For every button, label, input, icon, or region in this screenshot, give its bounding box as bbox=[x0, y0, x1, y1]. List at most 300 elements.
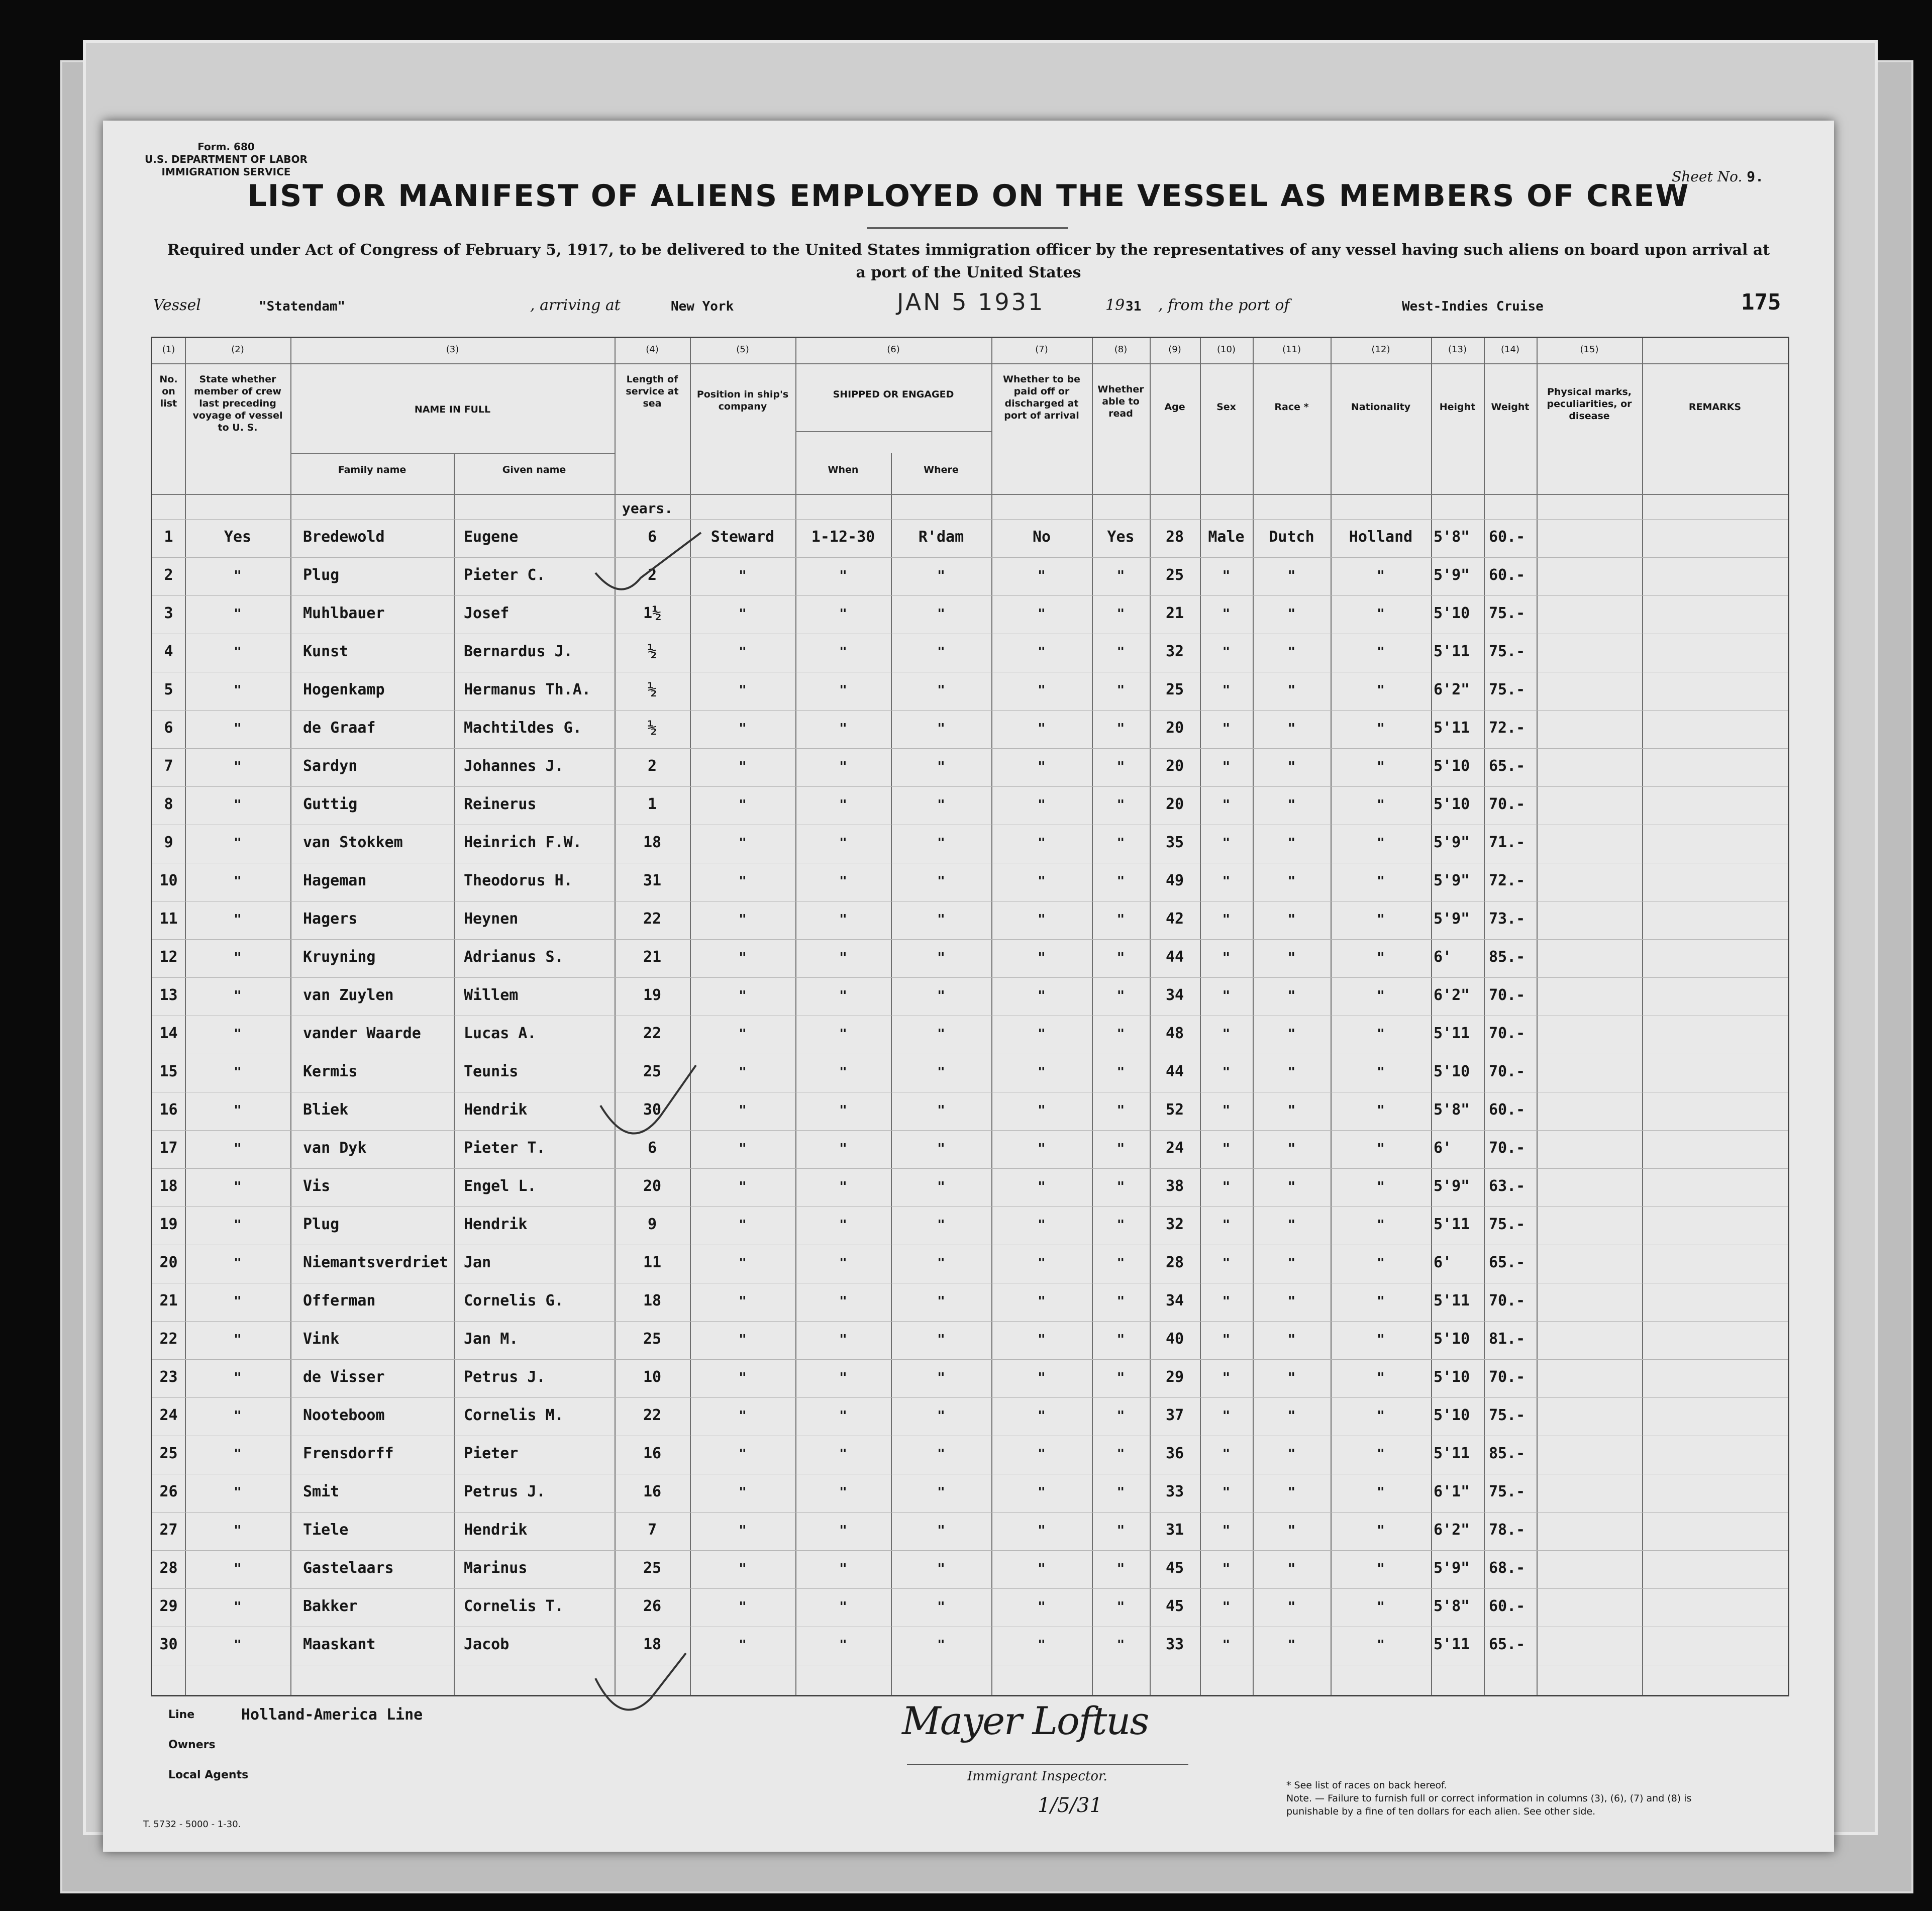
position-ditto: " bbox=[739, 1523, 747, 1538]
header-no-on-list: No. on list bbox=[159, 374, 178, 409]
paid-off-ditto: " bbox=[1038, 1447, 1046, 1462]
header-bottom-rule bbox=[152, 494, 1788, 495]
weight: 65.- bbox=[1489, 1254, 1526, 1271]
height: 5'10 bbox=[1434, 757, 1470, 775]
shipped-where-ditto: " bbox=[937, 1294, 945, 1309]
header-sex: Sex bbox=[1216, 401, 1236, 413]
position-ditto: " bbox=[739, 1447, 747, 1462]
shipped-where-ditto: " bbox=[937, 568, 945, 583]
given-name: Engel L. bbox=[464, 1177, 537, 1195]
able-to-read-ditto: " bbox=[1116, 1409, 1125, 1424]
shipped-when-ditto: " bbox=[839, 797, 847, 813]
height: 5'11 bbox=[1434, 1636, 1470, 1653]
race-ditto: " bbox=[1287, 759, 1296, 774]
height: 5'9" bbox=[1434, 566, 1470, 584]
height: 5'11 bbox=[1434, 643, 1470, 660]
document-title: LIST OR MANIFEST OF ALIENS EMPLOYED ON THE VESSEL AS MEMBERS OF CREW bbox=[247, 178, 1690, 214]
height: 5'10 bbox=[1434, 795, 1470, 813]
race-ditto: " bbox=[1287, 568, 1296, 583]
shipped-where-ditto: " bbox=[937, 759, 945, 774]
sex-ditto: " bbox=[1222, 1599, 1231, 1615]
able-to-read-ditto: " bbox=[1116, 1485, 1125, 1500]
line-value: Holland-America Line bbox=[241, 1706, 423, 1724]
weight: 60.- bbox=[1489, 1101, 1526, 1119]
height: 5'10 bbox=[1434, 605, 1470, 622]
weight: 63.- bbox=[1489, 1177, 1526, 1195]
race-ditto: " bbox=[1287, 645, 1296, 660]
age: 44 bbox=[1165, 948, 1184, 966]
sex-ditto: " bbox=[1222, 874, 1231, 889]
shipped-when-ditto: " bbox=[839, 1218, 847, 1233]
header-weight: Weight bbox=[1491, 401, 1530, 413]
family-name: Hageman bbox=[303, 872, 367, 889]
prev-voyage-ditto: " bbox=[234, 1332, 242, 1347]
height: 6'2" bbox=[1434, 1521, 1470, 1539]
vessel-line bbox=[153, 288, 1784, 322]
given-name: Heynen bbox=[464, 910, 519, 928]
prev-voyage-ditto: " bbox=[234, 1179, 242, 1194]
length-of-service: ½ bbox=[647, 643, 657, 660]
weight: 60.- bbox=[1489, 566, 1526, 584]
row-number: 23 bbox=[159, 1368, 178, 1386]
able-to-read: Yes bbox=[1107, 528, 1135, 546]
family-name: Maaskant bbox=[303, 1636, 376, 1653]
row-number: 15 bbox=[159, 1063, 178, 1080]
nationality-ditto: " bbox=[1377, 1638, 1385, 1653]
able-to-read-ditto: " bbox=[1116, 950, 1125, 965]
nationality-ditto: " bbox=[1377, 683, 1385, 698]
paid-off-ditto: " bbox=[1038, 1485, 1046, 1500]
paid-off-ditto: " bbox=[1038, 1294, 1046, 1309]
able-to-read-ditto: " bbox=[1116, 1256, 1125, 1271]
header-paid-off: Whether to be paid off or discharged at port of arrival bbox=[1002, 374, 1081, 421]
shipped-when-ditto: " bbox=[839, 683, 847, 698]
sex-ditto: " bbox=[1222, 607, 1231, 622]
race-ditto: " bbox=[1287, 1218, 1296, 1233]
shipped-when-ditto: " bbox=[839, 1409, 847, 1424]
family-name: Kruyning bbox=[303, 948, 376, 966]
signature-line bbox=[907, 1764, 1188, 1765]
race-ditto: " bbox=[1287, 1103, 1296, 1118]
age: 20 bbox=[1165, 757, 1184, 775]
family-name: Bakker bbox=[303, 1597, 358, 1615]
row-number: 28 bbox=[159, 1559, 178, 1577]
shipped-when-ditto: " bbox=[839, 1256, 847, 1271]
line-label: Line bbox=[168, 1708, 195, 1721]
position-ditto: " bbox=[739, 1370, 747, 1385]
weight: 72.- bbox=[1489, 872, 1526, 889]
prev-voyage-ditto: " bbox=[234, 1409, 242, 1424]
nationality-ditto: " bbox=[1377, 721, 1385, 736]
length-of-service: 16 bbox=[643, 1445, 662, 1462]
given-name: Theodorus H. bbox=[464, 872, 573, 889]
nationality-ditto: " bbox=[1377, 1332, 1385, 1347]
sex-ditto: " bbox=[1222, 721, 1231, 736]
prev-voyage-ditto: " bbox=[234, 645, 242, 660]
height: 5'11 bbox=[1434, 719, 1470, 737]
age: 45 bbox=[1165, 1559, 1184, 1577]
given-name: Jan bbox=[464, 1254, 491, 1271]
column-number: (12) bbox=[1371, 344, 1390, 355]
family-name: Plug bbox=[303, 566, 340, 584]
given-name: Lucas A. bbox=[464, 1025, 537, 1042]
able-to-read-ditto: " bbox=[1116, 1447, 1125, 1462]
paid-off-ditto: " bbox=[1038, 1638, 1046, 1653]
row-number: 3 bbox=[164, 605, 173, 622]
date-stamp: JAN 5 1931 bbox=[897, 288, 1045, 316]
prev-voyage-ditto: " bbox=[234, 1599, 242, 1615]
age: 20 bbox=[1165, 795, 1184, 813]
age: 33 bbox=[1165, 1483, 1184, 1500]
weight: 65.- bbox=[1489, 757, 1526, 775]
row-rule bbox=[152, 1588, 1788, 1589]
height: 5'9" bbox=[1434, 910, 1470, 928]
age: 28 bbox=[1165, 528, 1184, 546]
paid-off-ditto: " bbox=[1038, 568, 1046, 583]
race-ditto: " bbox=[1287, 1447, 1296, 1462]
column-number: (8) bbox=[1114, 344, 1128, 355]
family-name: Offerman bbox=[303, 1292, 376, 1310]
able-to-read-ditto: " bbox=[1116, 1561, 1125, 1576]
able-to-read-ditto: " bbox=[1116, 568, 1125, 583]
shipped-where-ditto: " bbox=[937, 1561, 945, 1576]
race-ditto: " bbox=[1287, 1638, 1296, 1653]
nationality-ditto: " bbox=[1377, 1141, 1385, 1156]
given-name: Jan M. bbox=[464, 1330, 519, 1348]
service-name: IMMIGRATION SERVICE bbox=[161, 166, 291, 178]
nationality-ditto: " bbox=[1377, 1370, 1385, 1385]
race-ditto: " bbox=[1287, 721, 1296, 736]
row-number: 20 bbox=[159, 1254, 178, 1271]
length-of-service: 6 bbox=[647, 528, 657, 546]
paid-off-ditto: " bbox=[1038, 1179, 1046, 1194]
sex-ditto: " bbox=[1222, 759, 1231, 774]
given-name: Teunis bbox=[464, 1063, 519, 1080]
position-ditto: " bbox=[739, 1638, 747, 1653]
immigrant-inspector-label: Immigrant Inspector. bbox=[967, 1769, 1107, 1784]
paid-off-ditto: " bbox=[1038, 836, 1046, 851]
paid-off-ditto: " bbox=[1038, 1256, 1046, 1271]
check-mark bbox=[595, 1653, 686, 1710]
nationality-ditto: " bbox=[1377, 1561, 1385, 1576]
age: 29 bbox=[1165, 1368, 1184, 1386]
position-ditto: " bbox=[739, 912, 747, 927]
age: 49 bbox=[1165, 872, 1184, 889]
length-of-service: ½ bbox=[647, 681, 657, 698]
shipped-when-ditto: " bbox=[839, 950, 847, 965]
nationality-ditto: " bbox=[1377, 1409, 1385, 1424]
sex: Male bbox=[1208, 528, 1245, 546]
column-number: (1) bbox=[162, 344, 175, 355]
weight: 60.- bbox=[1489, 1597, 1526, 1615]
sex-ditto: " bbox=[1222, 1027, 1231, 1042]
column-divider bbox=[1431, 338, 1432, 1695]
prev-voyage-ditto: " bbox=[234, 1218, 242, 1233]
column-number: (6) bbox=[887, 344, 900, 355]
column-number: (14) bbox=[1501, 344, 1519, 355]
prev-voyage-ditto: " bbox=[234, 568, 242, 583]
paid-off-ditto: " bbox=[1038, 1027, 1046, 1042]
shipped-where-ditto: " bbox=[937, 1218, 945, 1233]
row-rule bbox=[152, 1130, 1788, 1131]
given-name: Bernardus J. bbox=[464, 643, 573, 660]
row-rule bbox=[152, 1206, 1788, 1207]
shipped-when-ditto: " bbox=[839, 645, 847, 660]
prev-voyage-ditto: " bbox=[234, 1485, 242, 1500]
family-name: van Dyk bbox=[303, 1139, 367, 1157]
shipped-when-ditto: " bbox=[839, 912, 847, 927]
able-to-read-ditto: " bbox=[1116, 683, 1125, 698]
row-number: 13 bbox=[159, 986, 178, 1004]
race-ditto: " bbox=[1287, 1485, 1296, 1500]
weight: 75.- bbox=[1489, 605, 1526, 622]
manifest-sheet bbox=[103, 121, 1834, 1852]
family-name: Vink bbox=[303, 1330, 340, 1348]
header-nationality: Nationality bbox=[1351, 401, 1411, 413]
column-number: (11) bbox=[1282, 344, 1301, 355]
row-number: 8 bbox=[164, 795, 173, 813]
weight: 73.- bbox=[1489, 910, 1526, 928]
column-number: (4) bbox=[646, 344, 659, 355]
family-name: Muhlbauer bbox=[303, 605, 385, 622]
age: 45 bbox=[1165, 1597, 1184, 1615]
able-to-read-ditto: " bbox=[1116, 988, 1125, 1003]
height: 6' bbox=[1434, 1139, 1452, 1157]
position-ditto: " bbox=[739, 950, 747, 965]
position-ditto: " bbox=[739, 1599, 747, 1615]
position-ditto: " bbox=[739, 1294, 747, 1309]
row-number: 17 bbox=[159, 1139, 178, 1157]
row-rule bbox=[152, 1321, 1788, 1322]
family-name: van Zuylen bbox=[303, 986, 394, 1004]
shipped-when-ditto: " bbox=[839, 1027, 847, 1042]
age: 40 bbox=[1165, 1330, 1184, 1348]
shipped-where-ditto: " bbox=[937, 645, 945, 660]
prev-voyage-ditto: " bbox=[234, 1027, 242, 1042]
shipped-when-ditto: " bbox=[839, 874, 847, 889]
family-name: Plug bbox=[303, 1216, 340, 1233]
row-rule bbox=[152, 1512, 1788, 1513]
shipped-where-ditto: " bbox=[937, 1638, 945, 1653]
height: 5'11 bbox=[1434, 1445, 1470, 1462]
family-name: Vis bbox=[303, 1177, 331, 1195]
age: 36 bbox=[1165, 1445, 1184, 1462]
nationality-ditto: " bbox=[1377, 1294, 1385, 1309]
given-name: Willem bbox=[464, 986, 519, 1004]
length-of-service: 18 bbox=[643, 834, 662, 851]
prev-voyage-ditto: " bbox=[234, 1447, 242, 1462]
prev-voyage-ditto: " bbox=[234, 683, 242, 698]
given-name: Hendrik bbox=[464, 1521, 528, 1539]
shipped-where-ditto: " bbox=[937, 1370, 945, 1385]
nationality-ditto: " bbox=[1377, 759, 1385, 774]
family-name: Gastelaars bbox=[303, 1559, 394, 1577]
header-physical-marks: Physical marks, peculiarities, or disease bbox=[1547, 386, 1632, 422]
length-of-service: 19 bbox=[643, 986, 662, 1004]
paid-off-ditto: " bbox=[1038, 797, 1046, 813]
length-of-service: 6 bbox=[647, 1139, 657, 1157]
given-name: Hendrik bbox=[464, 1101, 528, 1119]
column-divider bbox=[290, 338, 291, 1695]
given-name: Reinerus bbox=[464, 795, 537, 813]
weight: 78.- bbox=[1489, 1521, 1526, 1539]
form-identifier bbox=[131, 141, 322, 178]
nationality-ditto: " bbox=[1377, 950, 1385, 965]
nationality-ditto: " bbox=[1377, 1103, 1385, 1118]
row-number: 12 bbox=[159, 948, 178, 966]
length-of-service: 30 bbox=[643, 1101, 662, 1119]
able-to-read-ditto: " bbox=[1116, 1027, 1125, 1042]
shipped-where-ditto: " bbox=[937, 721, 945, 736]
row-number: 21 bbox=[159, 1292, 178, 1310]
nationality-ditto: " bbox=[1377, 1179, 1385, 1194]
race-ditto: " bbox=[1287, 797, 1296, 813]
given-name: Jacob bbox=[464, 1636, 510, 1653]
length-of-service: 1 bbox=[647, 795, 657, 813]
family-name: Frensdorff bbox=[303, 1445, 394, 1462]
paid-off-ditto: " bbox=[1038, 1141, 1046, 1156]
height: 5'8" bbox=[1434, 1597, 1470, 1615]
row-number: 16 bbox=[159, 1101, 178, 1119]
penalty-note: Note. — Failure to furnish full or correct information in columns (3), (6), (7) and (8) is punishable by a fine of ten dollars for each alien. See other side. bbox=[1286, 1793, 1692, 1817]
age: 34 bbox=[1165, 1292, 1184, 1310]
signature-text: Mayer Loftus bbox=[902, 1698, 1149, 1743]
row-number: 25 bbox=[159, 1445, 178, 1462]
sex-ditto: " bbox=[1222, 1409, 1231, 1424]
weight: 70.- bbox=[1489, 986, 1526, 1004]
shipped-when-ditto: " bbox=[839, 607, 847, 622]
sex-ditto: " bbox=[1222, 1065, 1231, 1080]
length-of-service: 25 bbox=[643, 1330, 662, 1348]
family-name: de Visser bbox=[303, 1368, 385, 1386]
weight: 68.- bbox=[1489, 1559, 1526, 1577]
family-name: Tiele bbox=[303, 1521, 349, 1539]
prev-voyage-ditto: " bbox=[234, 988, 242, 1003]
sex-ditto: " bbox=[1222, 1218, 1231, 1233]
sex-ditto: " bbox=[1222, 1638, 1231, 1653]
nationality-ditto: " bbox=[1377, 1027, 1385, 1042]
paid-off-ditto: " bbox=[1038, 759, 1046, 774]
header-prev-voyage: State whether member of crew last preceding voyage of vessel to U. S. bbox=[192, 374, 283, 433]
header-family-name: Family name bbox=[338, 464, 406, 475]
shipped-when-ditto: " bbox=[839, 1141, 847, 1156]
row-rule bbox=[152, 519, 1788, 520]
column-number: (5) bbox=[736, 344, 749, 355]
able-to-read-ditto: " bbox=[1116, 1065, 1125, 1080]
family-name: Kermis bbox=[303, 1063, 358, 1080]
length-of-service: 22 bbox=[643, 910, 662, 928]
age: 28 bbox=[1165, 1254, 1184, 1271]
age: 48 bbox=[1165, 1025, 1184, 1042]
height: 5'10 bbox=[1434, 1330, 1470, 1348]
able-to-read-ditto: " bbox=[1116, 874, 1125, 889]
header-when: When bbox=[828, 464, 859, 475]
prev-voyage-ditto: " bbox=[234, 1103, 242, 1118]
row-number: 14 bbox=[159, 1025, 178, 1042]
able-to-read-ditto: " bbox=[1116, 912, 1125, 927]
able-to-read-ditto: " bbox=[1116, 1141, 1125, 1156]
weight: 65.- bbox=[1489, 1636, 1526, 1653]
nationality-ditto: " bbox=[1377, 1065, 1385, 1080]
race-ditto: " bbox=[1287, 836, 1296, 851]
race-ditto: " bbox=[1287, 1599, 1296, 1615]
sex-ditto: " bbox=[1222, 1332, 1231, 1347]
able-to-read-ditto: " bbox=[1116, 1332, 1125, 1347]
family-name: Nooteboom bbox=[303, 1406, 385, 1424]
local-agents-label: Local Agents bbox=[168, 1769, 249, 1781]
able-to-read-ditto: " bbox=[1116, 836, 1125, 851]
shipped-when-ditto: " bbox=[839, 1294, 847, 1309]
weight: 85.- bbox=[1489, 1445, 1526, 1462]
given-name: Heinrich F.W. bbox=[464, 834, 582, 851]
race-ditto: " bbox=[1287, 1027, 1296, 1042]
prev-voyage-ditto: " bbox=[234, 759, 242, 774]
length-of-service: 2 bbox=[647, 566, 657, 584]
race-ditto: " bbox=[1287, 683, 1296, 698]
paid-off: No bbox=[1032, 528, 1051, 546]
header-race: Race * bbox=[1274, 401, 1309, 413]
sex-ditto: " bbox=[1222, 1179, 1231, 1194]
given-name: Petrus J. bbox=[464, 1368, 546, 1386]
row-number: 10 bbox=[159, 872, 178, 889]
check-marks bbox=[580, 502, 781, 1759]
prev-voyage-ditto: " bbox=[234, 1141, 242, 1156]
year-label: 19 bbox=[1105, 296, 1125, 314]
prev-voyage-ditto: " bbox=[234, 1638, 242, 1653]
position-ditto: " bbox=[739, 607, 747, 622]
race-ditto: " bbox=[1287, 912, 1296, 927]
row-rule bbox=[152, 1397, 1788, 1398]
header-position: Position in ship's company bbox=[696, 389, 789, 412]
row-rule bbox=[152, 748, 1788, 749]
length-of-service: 22 bbox=[643, 1025, 662, 1042]
nationality-ditto: " bbox=[1377, 874, 1385, 889]
owners-label: Owners bbox=[168, 1739, 216, 1751]
height: 6'2" bbox=[1434, 986, 1470, 1004]
given-name: Pieter T. bbox=[464, 1139, 546, 1157]
row-number: 1 bbox=[164, 528, 173, 546]
shipped-where-ditto: " bbox=[937, 1447, 945, 1462]
nationality-ditto: " bbox=[1377, 607, 1385, 622]
height: 5'11 bbox=[1434, 1292, 1470, 1310]
row-rule bbox=[152, 557, 1788, 558]
sex-ditto: " bbox=[1222, 950, 1231, 965]
shipped-where-ditto: " bbox=[937, 874, 945, 889]
from-port-label: , from the port of bbox=[1158, 296, 1290, 314]
position-ditto: " bbox=[739, 1485, 747, 1500]
from-port: West-Indies Cruise bbox=[1402, 299, 1544, 314]
sex-ditto: " bbox=[1222, 568, 1231, 583]
given-name: Adrianus S. bbox=[464, 948, 564, 966]
height: 6'1" bbox=[1434, 1483, 1470, 1500]
row-number: 4 bbox=[164, 643, 173, 660]
shipped-where-ditto: " bbox=[937, 1523, 945, 1538]
shipped-when-ditto: " bbox=[839, 721, 847, 736]
position-ditto: " bbox=[739, 721, 747, 736]
nationality-ditto: " bbox=[1377, 836, 1385, 851]
paid-off-ditto: " bbox=[1038, 1103, 1046, 1118]
length-of-service: 26 bbox=[643, 1597, 662, 1615]
position-ditto: " bbox=[739, 874, 747, 889]
shipped-where-ditto: " bbox=[937, 1599, 945, 1615]
position-ditto: " bbox=[739, 988, 747, 1003]
race-ditto: " bbox=[1287, 1179, 1296, 1194]
row-rule bbox=[152, 786, 1788, 787]
given-name: Cornelis T. bbox=[464, 1597, 564, 1615]
position-ditto: " bbox=[739, 1218, 747, 1233]
sex-ditto: " bbox=[1222, 836, 1231, 851]
given-name: Hendrik bbox=[464, 1216, 528, 1233]
